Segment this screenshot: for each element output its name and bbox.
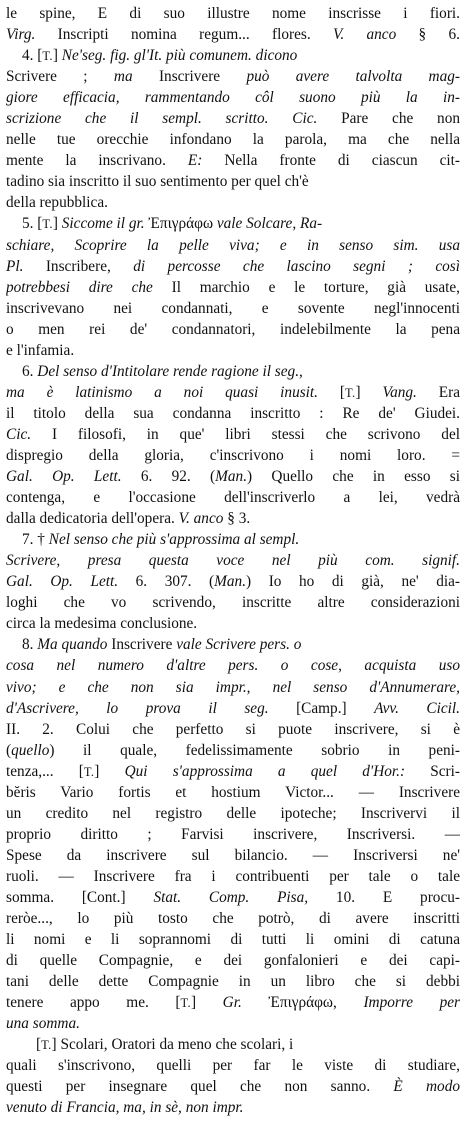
italic-text: Vang. bbox=[382, 383, 417, 401]
text-run: ruoli. — Inscrivere fra i contribuenti per tale o tale bbox=[6, 867, 460, 885]
text-line bbox=[6, 445, 460, 466]
italic-text: Man. bbox=[215, 468, 248, 486]
text-run: dalla dedicatoria dell'opera. bbox=[6, 510, 179, 528]
text-line bbox=[6, 3, 460, 24]
text-run: bĕris Vario fortis et hostium Victor... — Inscrivere bbox=[6, 783, 460, 801]
text-line bbox=[6, 150, 460, 171]
italic-text: vale Solcare, Ra- bbox=[216, 215, 323, 233]
text-run: un credito nel registro delle ipoteche; Inscrivervi il bbox=[6, 804, 460, 822]
text-run: ] bbox=[52, 215, 62, 233]
text-line bbox=[6, 508, 460, 529]
text-run: Scri- bbox=[405, 762, 460, 780]
text-line bbox=[6, 382, 460, 403]
text-run: Nella fronte di ciascun cit- bbox=[202, 152, 460, 170]
text-run: tani delle dette Compagnie in un libro che si debbi bbox=[6, 973, 460, 991]
text-line bbox=[6, 592, 460, 613]
italic-text: d'Ascrivere, lo prova il seg. bbox=[6, 699, 269, 717]
source-marker: T. bbox=[42, 217, 53, 232]
text-run: inscrivevano nei condannati, e sovente negl'innocenti bbox=[6, 299, 460, 317]
text-run: tadino sia inscritto il suo sentimento per quel ch'è bbox=[6, 173, 309, 191]
text-run: 4. [ bbox=[22, 47, 43, 65]
text-line bbox=[6, 529, 460, 550]
italic-text: ma è latinismo a noi quasi inusit. bbox=[6, 383, 319, 401]
text-run: 6. 307. ( bbox=[118, 573, 215, 591]
text-line bbox=[6, 235, 460, 256]
text-line bbox=[6, 1055, 460, 1076]
text-line bbox=[6, 550, 460, 571]
italic-text: Ne'seg. fig. gl'It. più comunem. dicono bbox=[61, 47, 298, 65]
text-run: Il marchio e le torture, già usate, bbox=[152, 278, 460, 296]
italic-text: schiare, Scoprire la pelle viva; e in senso sim. usa bbox=[6, 236, 460, 254]
source-marker: T. bbox=[180, 996, 191, 1011]
text-line bbox=[6, 45, 460, 66]
italic-text: Qui s'approssima a quel d'Hor.: bbox=[124, 762, 406, 780]
italic-text: una somma. bbox=[6, 1015, 80, 1033]
text-run: 8. bbox=[22, 636, 38, 654]
italic-text: vivo; e che non sia impr., nel senso d'Annumerare, bbox=[6, 678, 460, 696]
text-run: II. 2. Colui che perfetto si puote inscrivere, si è bbox=[6, 720, 460, 738]
italic-text: cosa nel numero d'altre pers. o cose, acquista uso bbox=[6, 657, 460, 675]
text-line bbox=[6, 908, 460, 929]
text-run: ] bbox=[355, 383, 383, 401]
text-line bbox=[6, 740, 460, 761]
text-line bbox=[6, 613, 460, 634]
italic-text: È modo bbox=[393, 1078, 460, 1096]
text-run: Ἐπιγράφω bbox=[144, 215, 217, 233]
text-run: nelle tue orecchie infondano la parola, ma che nella bbox=[6, 131, 460, 149]
text-line bbox=[6, 1013, 460, 1034]
text-run: Spese da inscrivere sul bilancio. — Inscriversi ne' bbox=[6, 846, 460, 864]
italic-text: giore efficacia, rammentando côl suono più la in- bbox=[6, 89, 460, 107]
text-line bbox=[6, 887, 460, 908]
text-line bbox=[6, 424, 460, 445]
italic-text: Gal. Op. Lett. bbox=[6, 468, 122, 486]
text-run: li nomi e li soprannomi di tutti li omini di catuna bbox=[6, 931, 460, 949]
text-run: proprio diritto ; Farvisi inscrivere, Inscriversi. — bbox=[6, 825, 460, 843]
text-run: Scrivere ; bbox=[6, 68, 114, 86]
text-line bbox=[6, 487, 460, 508]
text-line bbox=[6, 403, 460, 424]
text-line bbox=[6, 171, 460, 192]
italic-text: può avere talvolta mag- bbox=[246, 68, 460, 86]
text-run: tenza,... [ bbox=[6, 762, 84, 780]
source-marker: T. bbox=[42, 49, 53, 64]
text-line bbox=[6, 213, 460, 234]
italic-text: Scrivere, presa questa voce nel più com. signif. bbox=[6, 552, 460, 570]
italic-text: di percosse che lascino segni ; così bbox=[133, 257, 460, 275]
text-line bbox=[6, 929, 460, 950]
italic-text: scrizione che il sempl. scritto. Cic. bbox=[6, 110, 318, 128]
italic-text: Pl. bbox=[6, 257, 24, 275]
source-marker: T. bbox=[345, 385, 356, 400]
text-run: § 6. bbox=[396, 26, 460, 44]
text-run: Inscrivere bbox=[132, 68, 247, 86]
italic-text: Avv. Cicil. bbox=[374, 699, 460, 717]
text-run: 7. † bbox=[22, 531, 49, 549]
italic-text: Gal. Op. Lett. bbox=[6, 573, 119, 591]
text-line bbox=[6, 277, 460, 298]
text-run: ) il quale, fedelissimamente sobrio in peni- bbox=[49, 741, 460, 759]
text-run: reròe..., lo più tosto che potrò, di avere inscritti bbox=[6, 910, 460, 928]
text-line bbox=[6, 950, 460, 971]
text-line bbox=[6, 845, 460, 866]
italic-text: vale Scrivere pers. o bbox=[176, 636, 302, 654]
text-run: I filosofi, in que' libri stessi che scrivono del bbox=[31, 425, 460, 443]
text-run: il titolo della sua condanna inscritto : Re de' Giudei. bbox=[6, 404, 460, 422]
text-line bbox=[6, 340, 460, 361]
text-run: mente la inscrivano. bbox=[6, 152, 188, 170]
text-run: contenga, e l'occasione dell'inscriverlo a lei, vedrà bbox=[6, 489, 460, 507]
text-line bbox=[6, 298, 460, 319]
italic-text: V. anco bbox=[178, 510, 224, 528]
text-line bbox=[6, 782, 460, 803]
text-run: quali s'inscrivono, quelli per far le viste di studiare, bbox=[6, 1057, 460, 1075]
text-line bbox=[6, 761, 460, 782]
text-line bbox=[6, 719, 460, 740]
text-line bbox=[6, 192, 460, 213]
text-run: di quelle Compagnie, e dei gonfalonieri e dei capi- bbox=[6, 952, 460, 970]
text-line bbox=[6, 1097, 460, 1118]
italic-text: Imporre per bbox=[363, 994, 460, 1012]
italic-text: Virg. bbox=[6, 26, 36, 44]
italic-text: venuto di Francia, ma, in sè, non impr. bbox=[6, 1099, 244, 1117]
text-run: ] bbox=[190, 994, 223, 1012]
text-run: Ἐπιγράφω, bbox=[241, 994, 364, 1012]
text-run: le spine, E di suo illustre nome inscrisse i fiori. bbox=[6, 5, 460, 22]
text-run: o men rei de' condannatori, indelebilmente la pena bbox=[6, 320, 460, 338]
text-run: 6. bbox=[22, 362, 38, 380]
text-run: della repubblica. bbox=[6, 194, 108, 212]
text-run: ] bbox=[94, 762, 125, 780]
text-line bbox=[6, 866, 460, 887]
text-run: tenere appo me. [ bbox=[6, 994, 181, 1012]
text-run: 5. [ bbox=[22, 215, 43, 233]
source-marker: T. bbox=[83, 764, 95, 779]
text-line bbox=[6, 66, 460, 87]
italic-text: V. anco bbox=[332, 26, 397, 44]
text-line bbox=[6, 466, 460, 487]
text-line bbox=[6, 803, 460, 824]
text-run: Pare che non bbox=[317, 110, 460, 128]
text-line bbox=[6, 319, 460, 340]
italic-text: Del senso d'Intitolare rende ragione il seg., bbox=[37, 362, 303, 380]
text-run: somma. [Cont.] bbox=[6, 888, 154, 906]
text-run: ] Scolari, Oratori da meno che scolari, i bbox=[51, 1036, 294, 1054]
italic-text: Gr. bbox=[222, 994, 242, 1012]
text-line bbox=[6, 129, 460, 150]
text-run: Inscrivere bbox=[107, 636, 177, 654]
italic-text: quello bbox=[11, 741, 50, 759]
text-run: ] bbox=[52, 47, 62, 65]
italic-text: E: bbox=[187, 152, 203, 170]
text-line bbox=[6, 677, 460, 698]
italic-text: potrebbesi dire che bbox=[6, 278, 153, 296]
text-line bbox=[6, 361, 460, 382]
text-line bbox=[6, 992, 460, 1013]
text-run: [ bbox=[318, 383, 346, 401]
text-line bbox=[6, 634, 460, 655]
text-line bbox=[6, 87, 460, 108]
text-run: [ bbox=[36, 1036, 42, 1054]
text-line bbox=[6, 24, 460, 45]
italic-text: Nel senso che più s'approssima al sempl. bbox=[48, 531, 300, 549]
text-run: questi per insegnare quel che non sanno. bbox=[6, 1078, 394, 1096]
text-run: e l'infamia. bbox=[6, 341, 75, 359]
text-line bbox=[6, 971, 460, 992]
text-line bbox=[6, 1076, 460, 1097]
text-run: § 3. bbox=[223, 510, 251, 528]
text-line bbox=[6, 824, 460, 845]
italic-text: Cic. bbox=[6, 425, 32, 443]
italic-text: Stat. Comp. Pisa, bbox=[153, 888, 309, 906]
italic-text: ma bbox=[113, 68, 133, 86]
text-line bbox=[6, 698, 460, 719]
text-line bbox=[6, 256, 460, 277]
text-line bbox=[6, 1034, 460, 1055]
text-run: ) Io ho di già, ne' dia- bbox=[246, 573, 460, 591]
text-run: [Camp.] bbox=[268, 699, 375, 717]
italic-text: Ma quando bbox=[37, 636, 108, 654]
dictionary-entry-text bbox=[6, 3, 460, 1118]
text-line bbox=[6, 108, 460, 129]
text-run: Inscribere, bbox=[23, 257, 134, 275]
text-line bbox=[6, 655, 460, 676]
text-run: ( bbox=[6, 741, 12, 759]
source-marker: T. bbox=[41, 1038, 52, 1053]
italic-text: Man. bbox=[214, 573, 247, 591]
text-run: 10. E procu- bbox=[308, 888, 460, 906]
text-line bbox=[6, 571, 460, 592]
italic-text: Siccome il gr. bbox=[61, 215, 145, 233]
text-run: Era bbox=[416, 383, 460, 401]
text-run: 6. 92. ( bbox=[121, 468, 216, 486]
text-run: dispregio della gloria, c'inscrivono i nomi loro. = bbox=[6, 446, 460, 464]
text-run: circa la medesima conclusione. bbox=[6, 615, 198, 633]
text-run: ) Quello che in esso si bbox=[247, 468, 460, 486]
text-run: loghi che vo scrivendo, inscritte altre considerazioni bbox=[6, 594, 460, 612]
text-run: Inscripti nomina regum... flores. bbox=[35, 26, 333, 44]
